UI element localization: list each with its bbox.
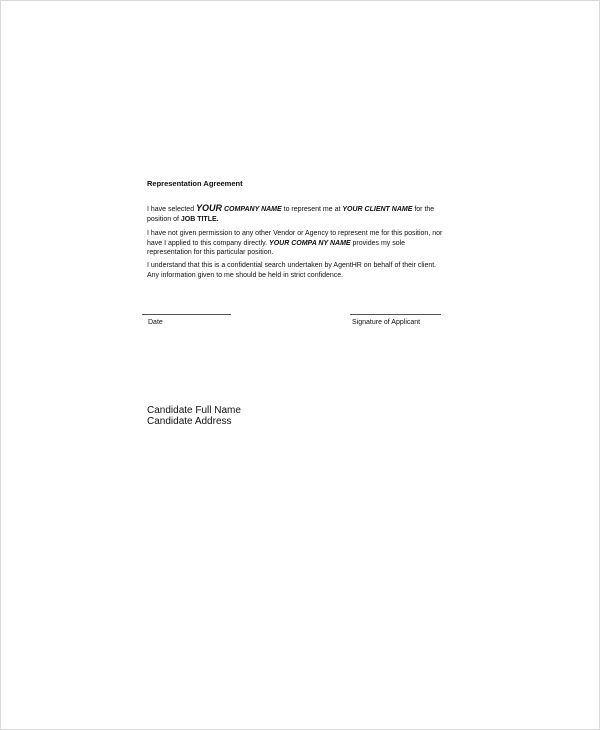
candidate-block (147, 406, 241, 427)
job-title-placeholder: JOB TITLE. (180, 215, 219, 223)
paragraph-line: representation for this particular position. (147, 249, 274, 256)
candidate-address: Candidate Address (147, 415, 232, 427)
client-name-placeholder: YOUR CLIENT NAME (342, 206, 413, 213)
date-label: Date (148, 319, 163, 326)
paragraph-line: I have not given permission to any other Vendor or Agency to represent me for this position, nor (147, 230, 443, 237)
company-name-placeholder: YOUR COMPA NY NAME (269, 239, 351, 247)
text-run: I have selected (147, 206, 197, 213)
paragraph-permission (147, 229, 457, 258)
applicant-signature-line (350, 314, 441, 315)
text-run: have I applied to this company directly. (147, 239, 270, 247)
text-run: for the (412, 206, 435, 213)
candidate-full-name: Candidate Full Name (147, 405, 241, 416)
company-name-placeholder: YOUR (196, 203, 223, 213)
paragraph-confidentiality (147, 261, 457, 280)
text-run: provides my sole (350, 239, 406, 247)
paragraph-line: I understand that this is a confidential search undertaken by AgentHR on behalf of their client. (147, 262, 437, 269)
document-title: Representation Agreement (147, 179, 243, 188)
paragraph-line (147, 215, 457, 225)
text-run: position of (147, 215, 181, 223)
paragraph-selection (147, 204, 457, 224)
applicant-signature-label: Signature of Applicant (352, 319, 421, 326)
paragraph-line: Any information given to me should be held in strict confidence. (147, 271, 344, 279)
paragraph-line (147, 239, 457, 249)
paragraph-line (147, 204, 457, 215)
company-name-placeholder-rest: COMPANY NAME (222, 206, 282, 213)
date-signature-line (142, 314, 231, 315)
text-run: to represent me at (281, 206, 343, 213)
